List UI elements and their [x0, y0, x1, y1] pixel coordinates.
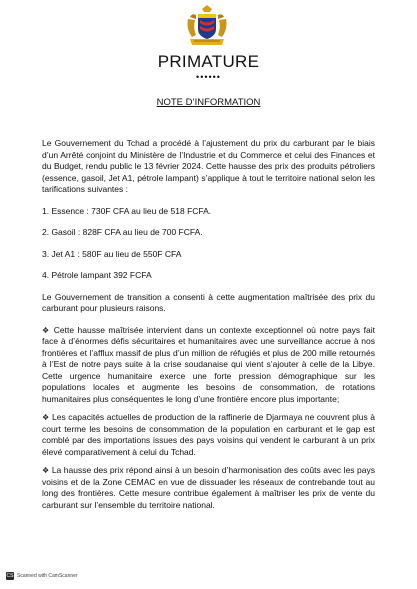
reason-paragraph: [42, 412, 375, 458]
title-separator: ••••••: [196, 72, 221, 82]
diamond-bullet-icon: ❖: [42, 413, 50, 422]
diamond-bullet-icon: ❖: [42, 325, 51, 335]
reason-text: La hausse des prix répond ainsi à un besoin d’harmonisation des coûts avec les pays voisins et de la Zone CEMAC en vue de dissuader les réseaux de contrebande tout au long des frontières. Cette mesure contribue également à maîtriser les prix de vente du carburant sur l’ensemble du territoire national.: [42, 465, 375, 510]
consent-paragraph: Le Gouvernement de transition a consenti à cette augmentation maîtrisée des prix du carburant pour plusieurs raisons.: [42, 291, 375, 313]
reason-paragraph: [42, 325, 375, 406]
note-title: NOTE D’INFORMATION: [156, 97, 261, 108]
reason-paragraph: [42, 465, 375, 511]
price-item-jet-a1: 3. Jet A1 : 580F au lieu de 550F CFA: [42, 248, 182, 259]
diamond-bullet-icon: ❖: [42, 466, 50, 475]
price-item-petrole-lampant: 4. Pétrole lampant 392 FCFA: [42, 270, 152, 280]
coat-of-arms-icon: [184, 5, 230, 47]
price-item-essence: 1. Essence : 730F CFA au lieu de 518 FCFA.: [42, 205, 212, 216]
intro-paragraph: Le Gouvernement du Tchad a procédé à l’ajustement du prix du carburant par le biais d’un Arrêté conjoint du Ministère de l’Industrie et du Commerce et celui des Finances et du Budget, rendu public le 13 février 2024. Cette hausse des prix des produits pétroliers (essence, gasoil, Jet A1, pétrole lampant) s’applique à tout le territoire national selon les tarifications suivantes :: [42, 138, 375, 194]
scanner-text: Scanned with CamScanner: [17, 573, 78, 579]
reason-text: Les capacités actuelles de production de la raffinerie de Djarmaya ne couvrent plus à court terme les besoins de consommation de la population en carburant et le gap est comblé par des importations issues des pays voisins qui vendent le carburant à un prix élevé comparativement à celui du Tchad.: [42, 412, 375, 457]
camscanner-icon: CS: [6, 573, 14, 579]
price-item-gasoil: 2. Gasoil : 828F CFA au lieu de 700 FCFA.: [42, 227, 203, 237]
reason-text: Cette hausse maîtrisée intervient dans un contexte exceptionnel où notre pays fait face à d’énormes défis sécuritaires et humanitaires avec une surveillance accrue à nos frontières et l’afflux massif de plus d’un million de réfugiés et plus de 200 mille retournés à l’Est de notre pays suite à la crise soudanaise qui vient s’ajouter à celle de la Libye. Cette urgence humanitaire exerce une forte pression démographique sur les populations locales et augmente les besoins de consommation, de rotations humanitaires plus conséquentes le long d’une frontière encore plus importante;: [42, 324, 375, 404]
document-body: [42, 138, 375, 511]
page-title: PRIMATURE: [157, 52, 260, 71]
scanner-watermark: [6, 572, 78, 580]
